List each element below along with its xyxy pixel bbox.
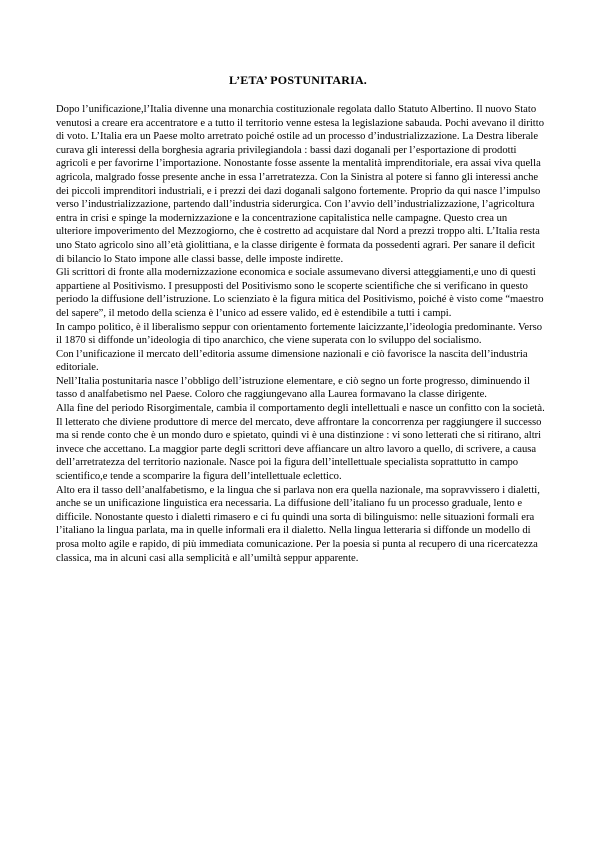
paragraph-positivismo: Gli scrittori di fronte alla modernizzazione economica e sociale assumevano diversi atteggiamenti,e uno di questi appartiene al Positivismo. I presupposti del Positivismo sono le scoperte scientifiche che si verificano in questo periodo la diffusione dell’istruzione. Lo scienziato è la figura mitica del Positivismo, poiché è visto come “maestro del sapere”, il metodo della scienza è l’unico ad essere valido, ed è estendibile a tutti i campi. <box>56 267 544 319</box>
paragraph-lingua: Alto era il tasso dell’analfabetismo, e la lingua che si parlava non era quella nazionale, ma sopravvissero i dialetti, anche se un unificazione linguistica era necessaria. La diffusione dell’italiano fu un processo graduale, lento e difficile. Nonostante questo i dialetti rimasero e ci fu quindi una sorta di bilinguismo: nelle situazioni formali era l’italiano la lingua parlata, ma in quelle informali era il dialetto. Nella lingua letteraria si diffonde un modello di prosa molto agile e rapido, di più immediata comunicazione. Per la poesia si punta al recupero di una ricercatezza classica, ma in alcuni casi alla semplicità e all’umiltà seppur apparente. <box>56 484 540 564</box>
paragraph-editoria: Con l’unificazione il mercato dell’editoria assume dimensione nazionali e ciò favorisce la nascita dell’industria editoriale. <box>56 348 528 374</box>
document-title: L’ETA’ POSTUNITARIA. <box>228 73 368 87</box>
paragraph-istruzione: Nell’Italia postunitaria nasce l’obbligo dell’istruzione elementare, e ciò segno un forte progresso, diminuendo il tasso d analfabetismo nel Paese. Coloro che raggiungevano alla Laurea formavano la classe dirigente. <box>56 375 530 401</box>
paragraph-unificazione: Dopo l’unificazione,l’Italia divenne una monarchia costituzionale regolata dallo Statuto Albertino. Il nuovo Stato venutosi a creare era accentratore e a tutto il territorio venne estesa la legislazione sabauda. Pochi avevano il diritto di voto. L’Italia era un Paese molto arretrato poiché ostile ad un processo d’industrializzazione. La Destra liberale curava gli interessi della borghesia agraria privilegiandola : bassi dazi doganali per l’esportazione di prodotti agricoli e per favorirne l’importazione. Nonostante fosse assente la mentalità imprenditoriale, era assai viva quella agricola, malgrado fosse presente anche in essa l’arretratezza. Con la Sinistra al potere si fanno gli interessi anche dei piccoli imprenditori industriali, e i prezzi dei dazi doganali salgono fortemente. Proprio da qui nasce l’impulso verso l’industrializzazione, partendo dall’industria siderurgica. Con l’avvio dell’industrializzazione, l’agricoltura entra in crisi e spinge la modernizzazione e la concentrazione capitalistica nelle campagne. Questo crea un ulteriore impoverimento del Mezzogiorno, che è costretto ad acquistare dal Nord a prezzi troppo alti. L’Italia resta uno Stato agricolo sino all’età giolittiana, e la classe dirigente è formata da possedenti agrari. Per sanare il deficit di bilancio lo Stato impone alle classi basse, delle imposte indirette. <box>56 104 544 265</box>
paragraph-intellettuali: Alla fine del periodo Risorgimentale, cambia il comportamento degli intellettuali e nasce un confitto con la società. Il letterato che diviene produttore di merce del mercato, deve affrontare la concorrenza per raggiungere il successo ma si rende conto che è un mondo duro e spietato, quindi vi è una distinzione : vi sono letterati che si ritirano, altri invece che accettano. La maggior parte degli scrittori deve affiancare un altro lavoro a quello, di scrivere, a causa dell’arretratezza del territorio nazionale. Nasce poi la figura dell’intellettuale specialista soprattutto in campo scientifico,e tende a scomparire la figura dell’intellettuale eclettico. <box>56 403 545 483</box>
paragraph-liberalismo: In campo politico, è il liberalismo seppur con orientamento fortemente laicizzante,l’ideologia predominante. Verso il 1870 si diffonde un’ideologia di tipo anarchico, che viene superata con lo sviluppo del socialismo. <box>56 321 543 347</box>
document-body <box>56 103 545 565</box>
